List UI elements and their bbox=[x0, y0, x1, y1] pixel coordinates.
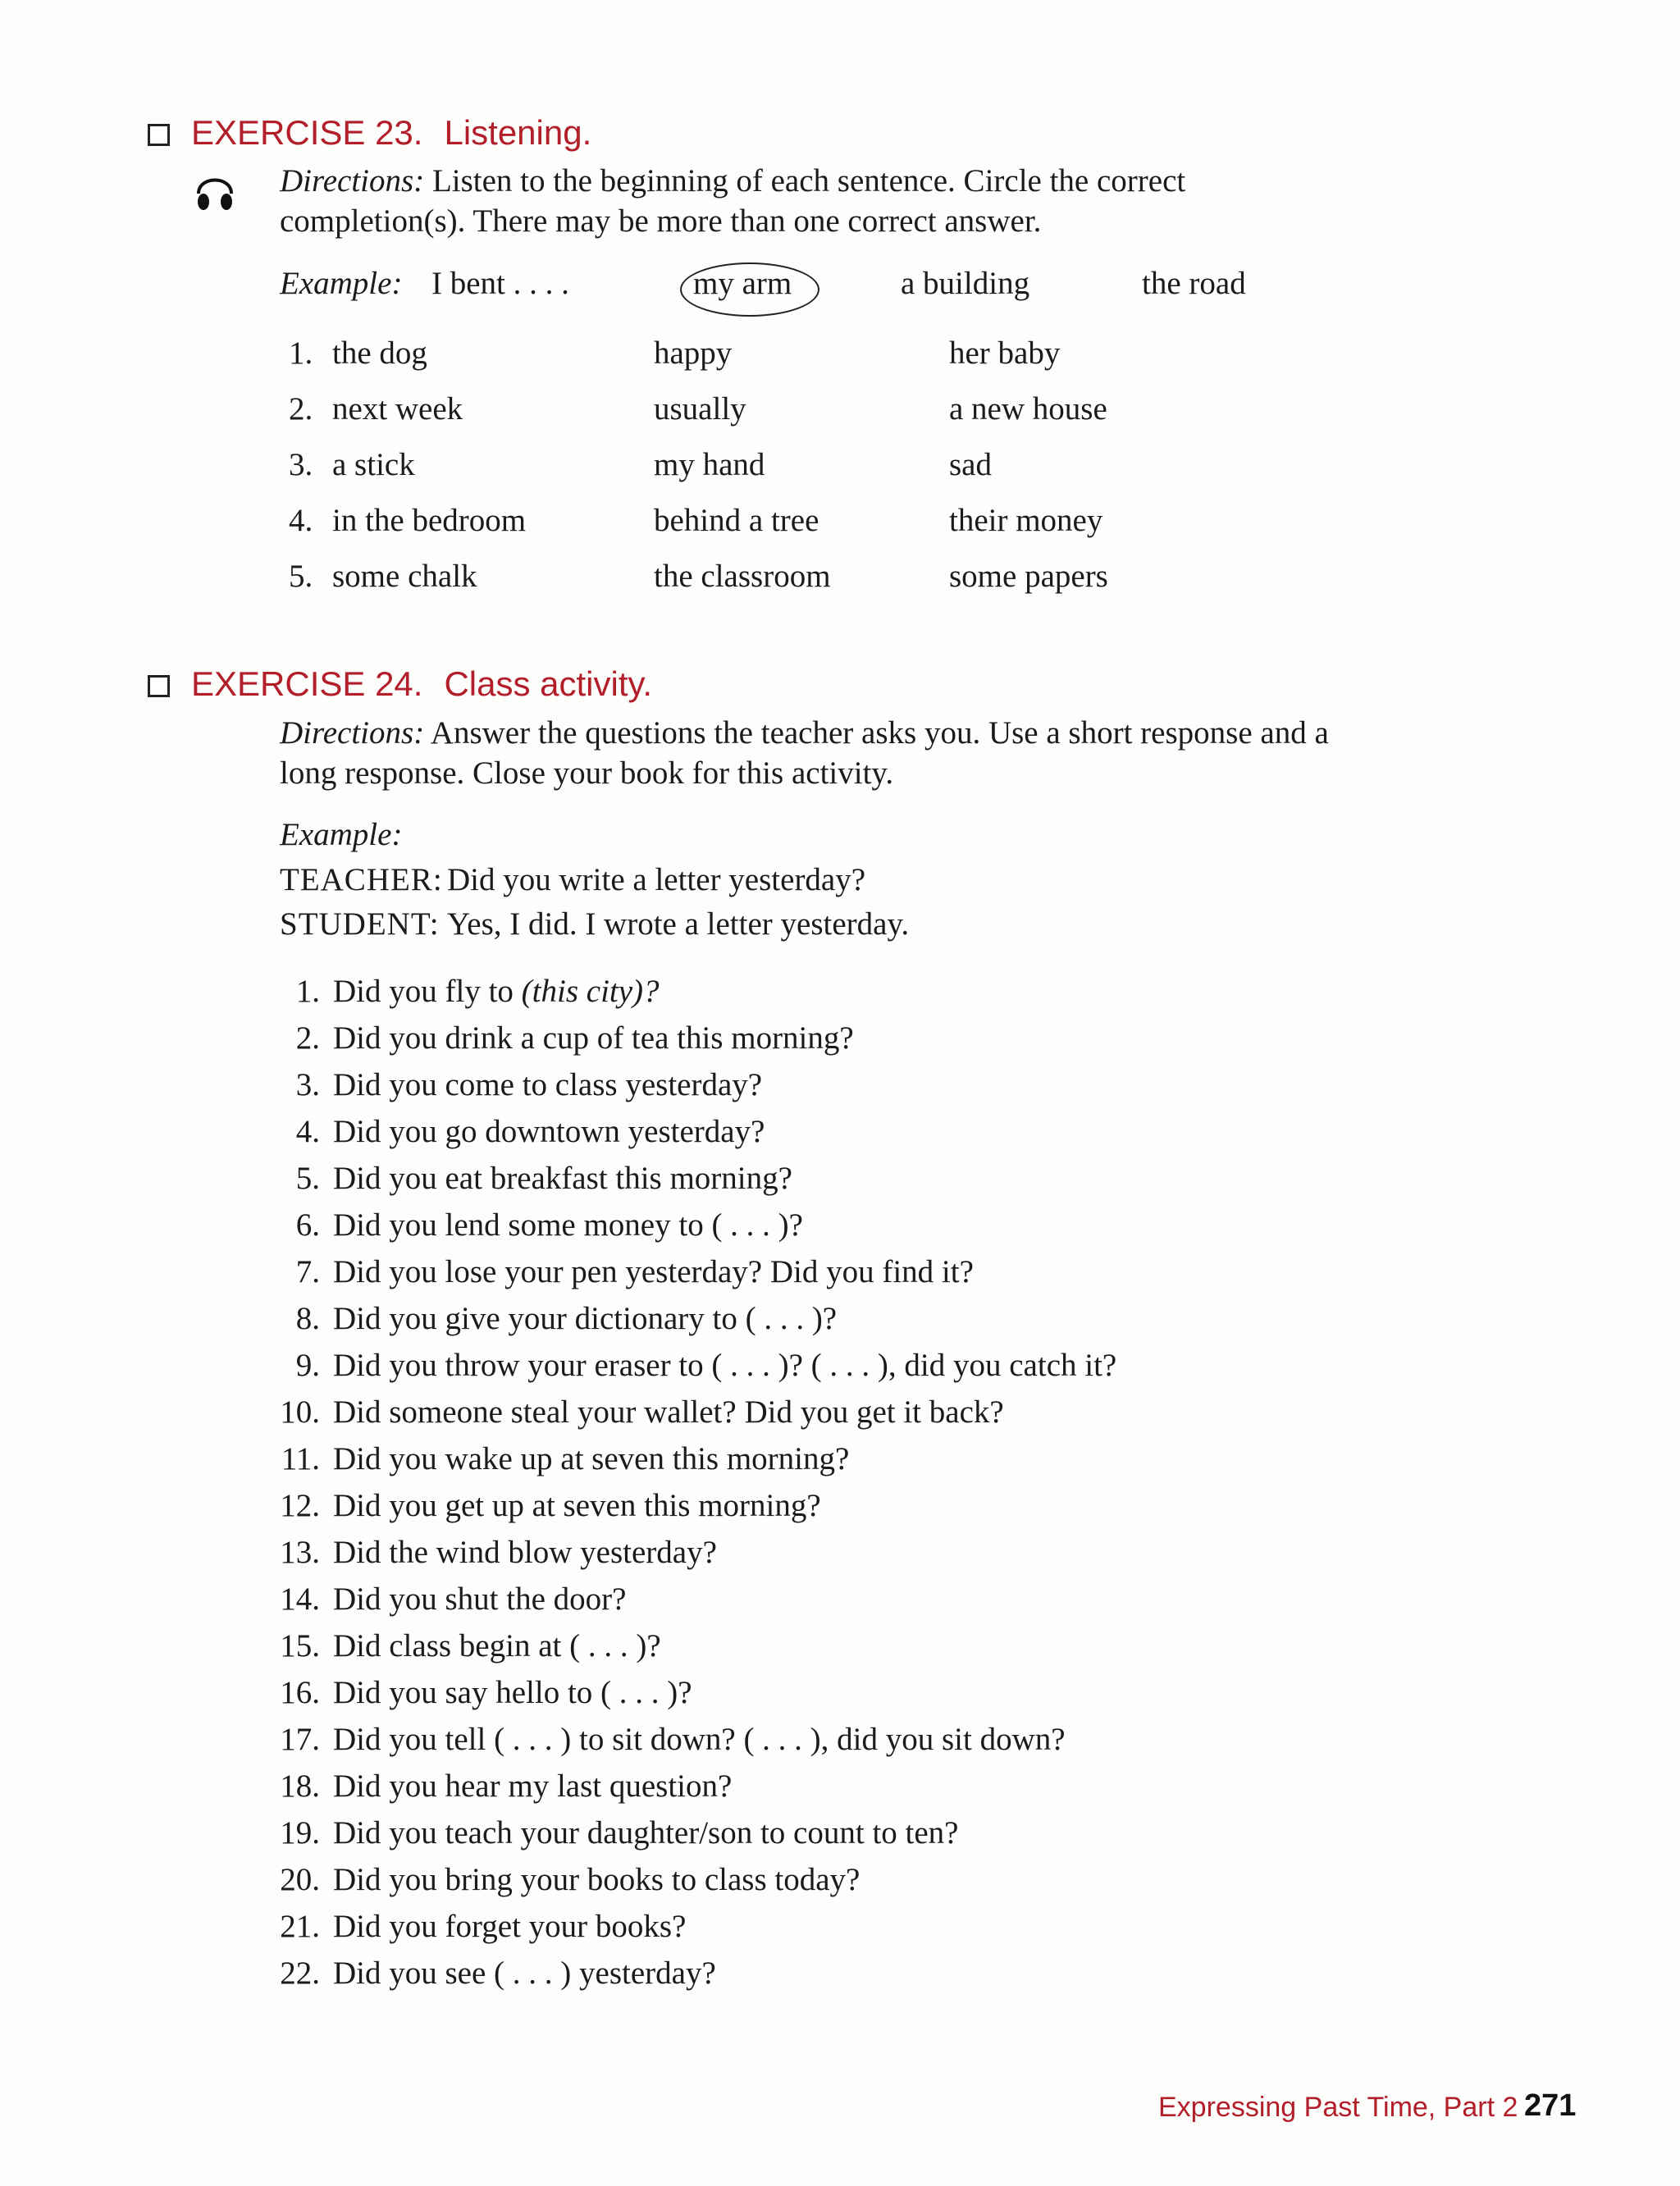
example-label: Example: bbox=[280, 817, 403, 852]
question-number: 7. bbox=[295, 1254, 320, 1289]
question-1-prefix: Did you fly to bbox=[333, 974, 522, 1009]
ex23-option[interactable]: some chalk bbox=[332, 559, 477, 594]
question-text: Did you forget your books? bbox=[333, 1909, 687, 1944]
question-number: 16. bbox=[280, 1675, 320, 1710]
ex23-item-num: 4. bbox=[289, 503, 313, 538]
ex23-option[interactable]: a new house bbox=[949, 391, 1107, 427]
question-text: Did you say hello to ( . . . )? bbox=[333, 1675, 692, 1710]
question-text: Did you throw your eraser to ( . . . )? ( . . . ), did you catch it? bbox=[333, 1348, 1117, 1383]
question-text: Did you give your dictionary to ( . . . )? bbox=[333, 1301, 838, 1336]
question-number: 17. bbox=[280, 1722, 320, 1757]
example-option-3: the road bbox=[1142, 266, 1246, 301]
exercise-24-label: EXERCISE 24. bbox=[191, 664, 423, 703]
question-number: 2. bbox=[295, 1020, 320, 1056]
question-number: 15. bbox=[280, 1628, 320, 1663]
directions-line-2: completion(s). There may be more than one correct answer. bbox=[280, 203, 1042, 239]
question-number: 20. bbox=[280, 1862, 320, 1897]
ex23-option[interactable]: my hand bbox=[654, 447, 765, 482]
question-text: Did you lose your pen yesterday? Did you find it? bbox=[333, 1254, 974, 1289]
question-text: Did the wind blow yesterday? bbox=[333, 1535, 717, 1570]
example-label: Example: bbox=[280, 266, 403, 301]
question-number: 4. bbox=[295, 1114, 320, 1149]
question-number: 5. bbox=[295, 1161, 320, 1196]
question-number: 19. bbox=[280, 1815, 320, 1851]
question-text: Did you hear my last question? bbox=[333, 1768, 733, 1804]
student-line: Yes, I did. I wrote a letter yesterday. bbox=[447, 906, 910, 942]
exercise-24-heading bbox=[191, 664, 652, 704]
question-text: Did you see ( . . . ) yesterday? bbox=[333, 1956, 716, 1991]
exercise-24-directions bbox=[280, 713, 1559, 793]
question-number: 22. bbox=[280, 1956, 320, 1991]
ex23-option[interactable]: a stick bbox=[332, 447, 415, 482]
footer-chapter-title: Expressing Past Time, Part 2 bbox=[1158, 2092, 1518, 2123]
question-text: Did you wake up at seven this morning? bbox=[333, 1441, 850, 1476]
question-text: Did you tell ( . . . ) to sit down? ( . . . ), did you sit down? bbox=[333, 1722, 1066, 1757]
question-number: 11. bbox=[281, 1441, 320, 1476]
question-number: 1. bbox=[295, 974, 320, 1009]
question-text: Did you come to class yesterday? bbox=[333, 1067, 763, 1102]
question-text: Did you shut the door? bbox=[333, 1581, 627, 1617]
question-text bbox=[333, 973, 660, 1010]
directions-line-1: Answer the questions the teacher asks you. Use a short response and a bbox=[430, 715, 1329, 751]
question-number: 13. bbox=[280, 1535, 320, 1570]
directions-line-1: Listen to the beginning of each sentence. Circle the correct bbox=[431, 163, 1186, 199]
exercise-23-title: Listening. bbox=[444, 113, 592, 152]
ex23-option[interactable]: some papers bbox=[949, 559, 1108, 594]
ex23-option[interactable]: sad bbox=[949, 447, 992, 482]
example-option-1: my arm bbox=[693, 266, 792, 301]
page-number: 271 bbox=[1524, 2088, 1577, 2123]
directions-label: Directions: bbox=[280, 163, 425, 199]
ex23-option[interactable]: usually bbox=[654, 391, 746, 427]
teacher-line: Did you write a letter yesterday? bbox=[447, 862, 866, 897]
teacher-label: TEACHER: bbox=[280, 862, 443, 897]
exercise-23-label: EXERCISE 23. bbox=[191, 113, 423, 152]
ex23-item-num: 1. bbox=[289, 335, 313, 371]
question-text: Did you go downtown yesterday? bbox=[333, 1114, 765, 1149]
question-text: Did you drink a cup of tea this morning? bbox=[333, 1020, 854, 1056]
question-text: Did someone steal your wallet? Did you get it back? bbox=[333, 1394, 1004, 1430]
question-text: Did class begin at ( . . . )? bbox=[333, 1628, 661, 1663]
ex23-option[interactable]: next week bbox=[332, 391, 463, 427]
question-text: Did you get up at seven this morning? bbox=[333, 1488, 821, 1523]
exercise-23-directions bbox=[280, 161, 1428, 241]
ex23-option[interactable]: in the bedroom bbox=[332, 503, 527, 538]
ex23-item-num: 3. bbox=[289, 447, 313, 482]
question-number: 6. bbox=[295, 1207, 320, 1243]
question-number: 14. bbox=[280, 1581, 320, 1617]
ex23-option[interactable]: the classroom bbox=[654, 559, 831, 594]
question-number: 9. bbox=[295, 1348, 320, 1383]
question-number: 8. bbox=[295, 1301, 320, 1336]
ex23-item-num: 5. bbox=[289, 559, 313, 594]
question-text: Did you teach your daughter/son to count to ten? bbox=[333, 1815, 959, 1851]
directions-label: Directions: bbox=[280, 715, 425, 751]
ex23-option[interactable]: their money bbox=[949, 503, 1103, 538]
question-number: 12. bbox=[280, 1488, 320, 1523]
question-text: Did you bring your books to class today? bbox=[333, 1862, 861, 1897]
question-number: 3. bbox=[295, 1067, 320, 1102]
ex23-option[interactable]: behind a tree bbox=[654, 503, 819, 538]
directions-line-2: long response. Close your book for this activity. bbox=[280, 755, 894, 791]
ex23-option[interactable]: her baby bbox=[949, 335, 1061, 371]
ex23-option[interactable]: the dog bbox=[332, 335, 427, 371]
student-label: STUDENT: bbox=[280, 906, 440, 942]
exercise-24-checkbox[interactable] bbox=[148, 675, 170, 697]
example-option-2: a building bbox=[901, 266, 1030, 301]
ex23-item-num: 2. bbox=[289, 391, 313, 427]
exercise-24-title: Class activity. bbox=[444, 664, 653, 703]
headphones-icon bbox=[192, 166, 238, 215]
question-number: 21. bbox=[280, 1909, 320, 1944]
question-text: Did you lend some money to ( . . . )? bbox=[333, 1207, 803, 1243]
exercise-23-checkbox[interactable] bbox=[148, 124, 170, 146]
question-number: 18. bbox=[280, 1768, 320, 1804]
question-number: 10. bbox=[280, 1394, 320, 1430]
ex23-option[interactable]: happy bbox=[654, 335, 733, 371]
question-1-placeholder: (this city)? bbox=[521, 974, 660, 1009]
question-text: Did you eat breakfast this morning? bbox=[333, 1161, 792, 1196]
example-stem: I bent . . . . bbox=[431, 266, 569, 301]
exercise-23-heading bbox=[191, 113, 591, 153]
